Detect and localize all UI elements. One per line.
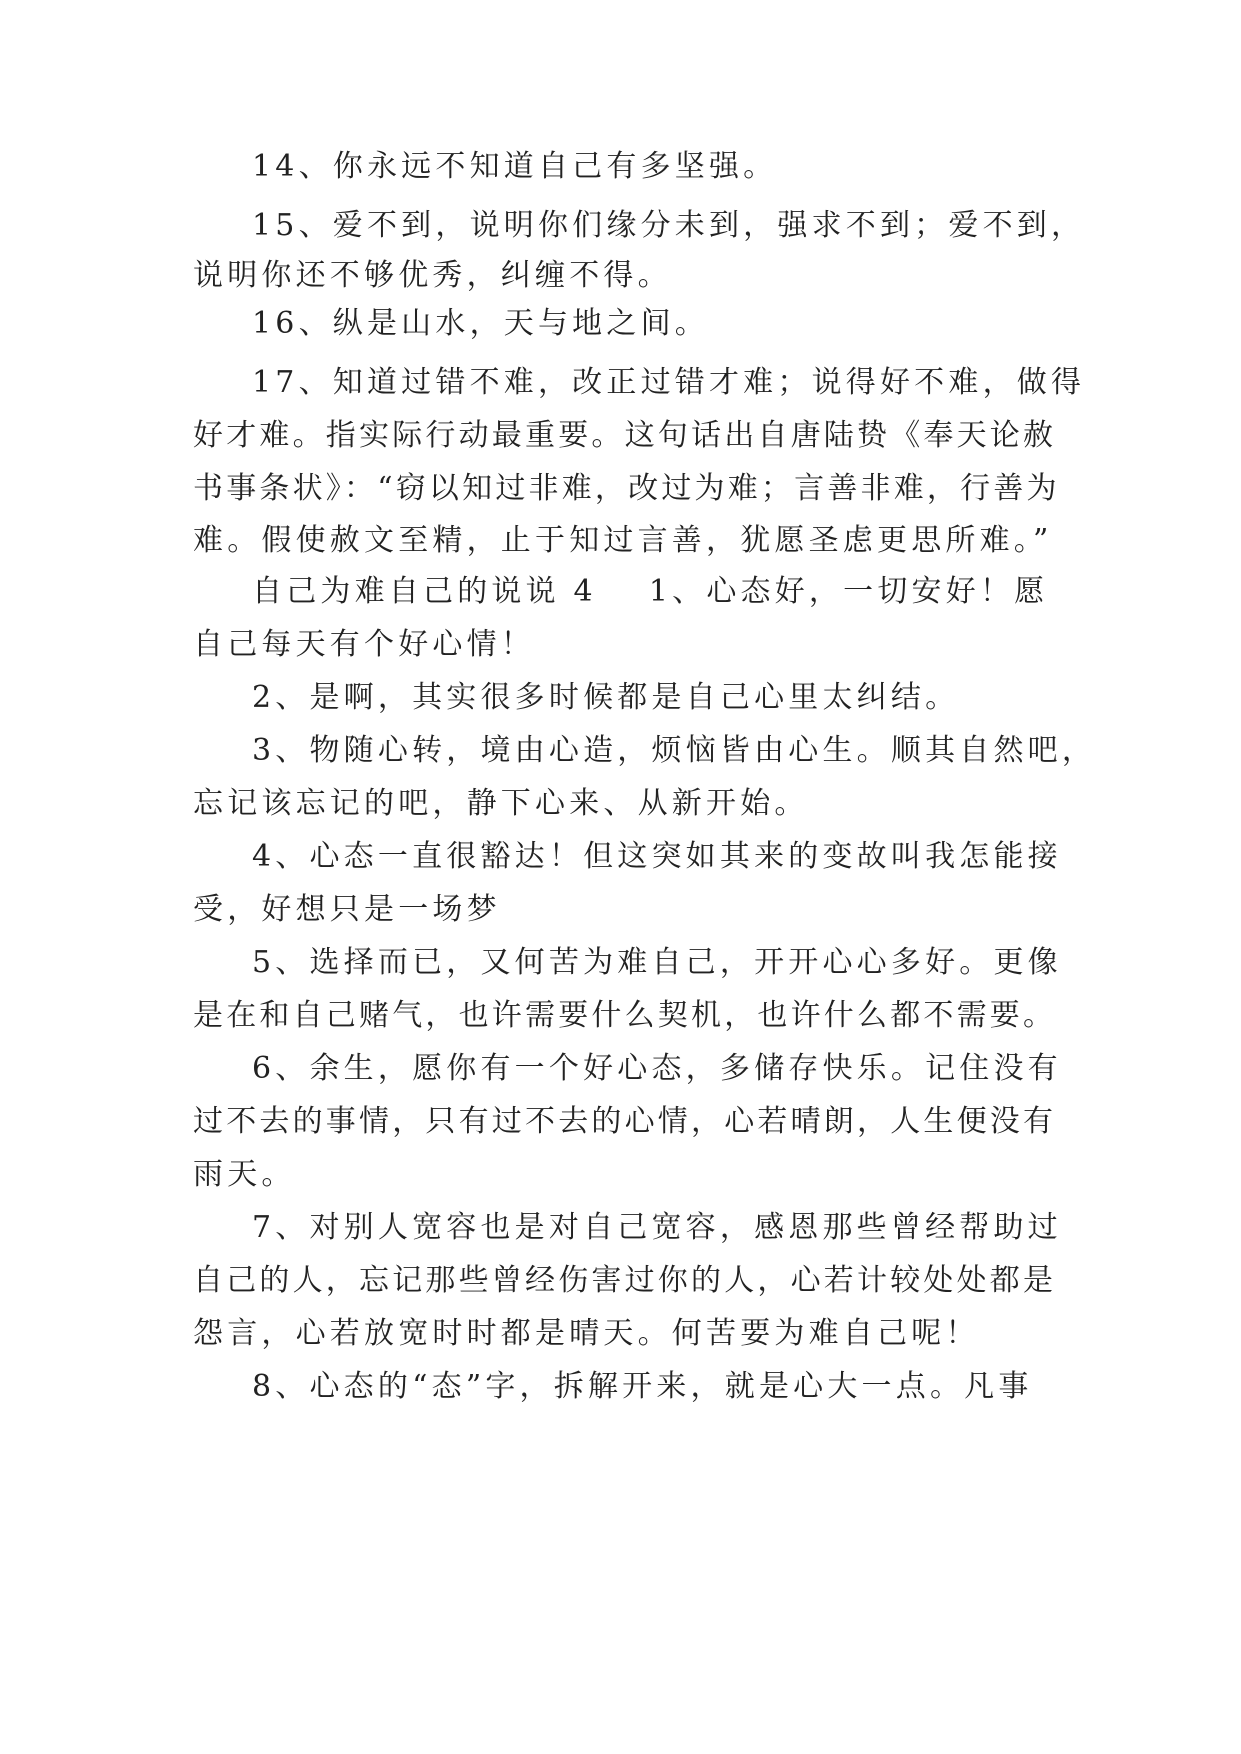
text-line: 8、心态的“态”字，拆解开来，就是心大一点。凡事 bbox=[252, 1369, 1033, 1404]
text-line: 2、是啊，其实很多时候都是自己心里太纠结。 bbox=[252, 680, 960, 715]
text-line bbox=[252, 572, 1152, 612]
text-line: 雨天。 bbox=[193, 1157, 296, 1192]
text-line: 是在和自己赌气，也许需要什么契机，也许什么都不需要。 bbox=[193, 998, 1057, 1033]
text-line: 难。假使赦文至精，止于知过言善，犹愿圣虑更思所难。” bbox=[193, 523, 1053, 558]
text-line: 好才难。指实际行动最重要。这句话出自唐陆贽《奉天论赦 bbox=[193, 418, 1057, 453]
text-line: 过不去的事情，只有过不去的心情，心若晴朗，人生便没有 bbox=[193, 1104, 1057, 1139]
text-line: 4、心态一直很豁达！但这突如其来的变故叫我怎能接 bbox=[252, 839, 1062, 874]
text-line: 6、余生，愿你有一个好心态，多储存快乐。记住没有 bbox=[252, 1051, 1062, 1086]
text-line: 3、物随心转，境由心造，烦恼皆由心生。顺其自然吧， bbox=[252, 733, 1097, 768]
text-line: 受，好想只是一场梦 bbox=[193, 892, 501, 927]
text-span: 1、心态好，一切安好！愿 bbox=[648, 574, 1049, 609]
text-line: 说明你还不够优秀，纠缠不得。 bbox=[193, 258, 672, 293]
text-line: 7、对别人宽容也是对自己宽容，感恩那些曾经帮助过 bbox=[252, 1210, 1062, 1245]
text-line: 15、爱不到，说明你们缘分未到，强求不到；爱不到， bbox=[252, 208, 1086, 243]
text-line: 怨言，心若放宽时时都是晴天。何苦要为难自己呢！ bbox=[193, 1316, 980, 1351]
section-heading: 自己为难自己的说说 4 bbox=[252, 574, 597, 609]
text-line: 自己每天有个好心情！ bbox=[193, 627, 535, 662]
text-line: 自己的人，忘记那些曾经伤害过你的人，心若计较处处都是 bbox=[193, 1263, 1057, 1298]
text-line: 书事条状》：“窃以知过非难，改过为难；言善非难，行善为 bbox=[193, 471, 1060, 506]
text-line: 忘记该忘记的吧，静下心来、从新开始。 bbox=[193, 786, 809, 821]
text-line: 16、纵是山水，天与地之间。 bbox=[252, 306, 709, 341]
text-line: 14、你永远不知道自己有多坚强。 bbox=[252, 149, 778, 184]
text-line: 5、选择而已，又何苦为难自己，开开心心多好。更像 bbox=[252, 945, 1062, 980]
text-line: 17、知道过错不难，改正过错才难；说得好不难，做得 bbox=[252, 365, 1086, 400]
